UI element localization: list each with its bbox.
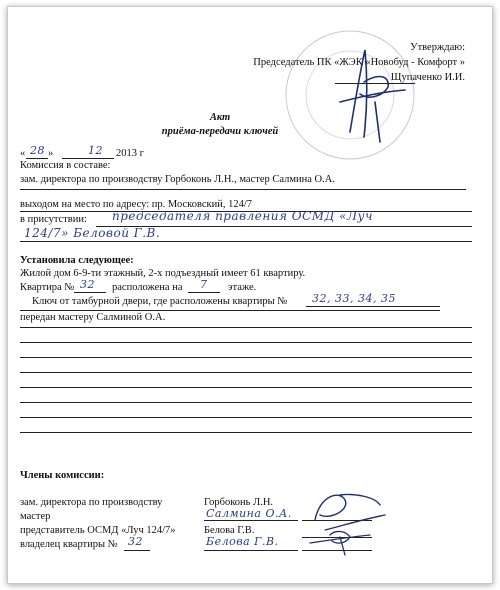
- rule-6: [20, 327, 472, 328]
- member-4-apartment-line: [124, 550, 150, 551]
- approval-name: Щупаченко И.И.: [390, 72, 465, 83]
- member-3-role: представитель ОСМД «Луч 124/7»: [20, 525, 176, 536]
- date-day: 28: [30, 144, 45, 157]
- presence-handwriting-2: 124/7» Беловой Г.В.: [24, 226, 161, 240]
- rule-8: [20, 357, 472, 358]
- presence-label: в присутствии:: [20, 214, 87, 225]
- member-4-line: [204, 550, 298, 551]
- rule-1: [20, 189, 466, 190]
- keys-text: Ключ от тамбурной двери, где расположены квартиры №: [32, 296, 288, 307]
- member-1-line: [204, 520, 298, 521]
- rule-10: [20, 387, 472, 388]
- rule-12: [20, 417, 472, 418]
- doc-title: Акт: [209, 112, 231, 123]
- house-info: Жилой дом 6-9-ти этажный, 2-х подъездный имеет 61 квартиру.: [20, 268, 306, 279]
- rule-9: [20, 372, 472, 373]
- keys-apartments: 32, 33, 34, 35: [312, 292, 396, 305]
- rule-11: [20, 402, 472, 403]
- rule-5: [20, 310, 440, 311]
- doc-subtitle: приёма-передачи ключей: [161, 126, 279, 137]
- keys-line: [306, 306, 440, 307]
- floor-line: [188, 292, 220, 293]
- date-month: 12: [88, 144, 103, 157]
- apartment-number: 32: [80, 278, 95, 291]
- date-open-quote: «: [20, 148, 26, 159]
- apartment-floor-text: расположена на: [112, 282, 183, 293]
- apartment-suffix: этаже.: [228, 282, 257, 293]
- date-day-line: [26, 158, 48, 159]
- rule-13: [20, 432, 472, 433]
- member-1-name: Горбоконь Л.Н.: [204, 497, 274, 508]
- apartment-floor: 7: [200, 278, 208, 291]
- approval-signature-line: [335, 83, 415, 84]
- member-signatures: [300, 485, 390, 560]
- member-1-role-2: мастер: [20, 511, 51, 522]
- commission-members: зам. директора по производству Горбоконь Л.Н., мастер Салмина О.А.: [20, 174, 335, 185]
- member-4-apartment: 32: [128, 535, 143, 548]
- member-1-role: зам. директора по производству: [20, 497, 163, 508]
- members-label: Члены комиссии:: [20, 470, 105, 481]
- date-year: 2013 г: [116, 148, 144, 159]
- established-label: Установила следующее:: [20, 255, 134, 266]
- commission-label: Комиссия в составе:: [20, 160, 111, 171]
- approval-title: Утверждаю:: [410, 42, 465, 53]
- approval-chairman: Председатель ПК «ЖЭК «Новобуд - Комфорт »: [253, 57, 465, 68]
- rule-7: [20, 342, 472, 343]
- date-month-line: [62, 158, 114, 159]
- presence-handwriting-1: председателя правления ОСМД «Луч: [112, 209, 373, 223]
- member-4-handwritten-name: Белова Г.В.: [206, 535, 279, 548]
- rule-4: [20, 241, 472, 242]
- member-4-role: владелец квартиры №: [20, 539, 118, 550]
- member-2-handwritten-name: Салмина О.А.: [206, 507, 292, 520]
- member-3-name: Белова Г.В.: [204, 525, 255, 536]
- apartment-prefix: Квартира №: [20, 282, 75, 293]
- handed-over: передан мастеру Салминой О.А.: [20, 312, 166, 323]
- date-close-quote: »: [48, 148, 54, 159]
- visit-address: выходом на место по адресу: пр. Московский, 124/7: [20, 199, 253, 210]
- apartment-number-line: [74, 292, 106, 293]
